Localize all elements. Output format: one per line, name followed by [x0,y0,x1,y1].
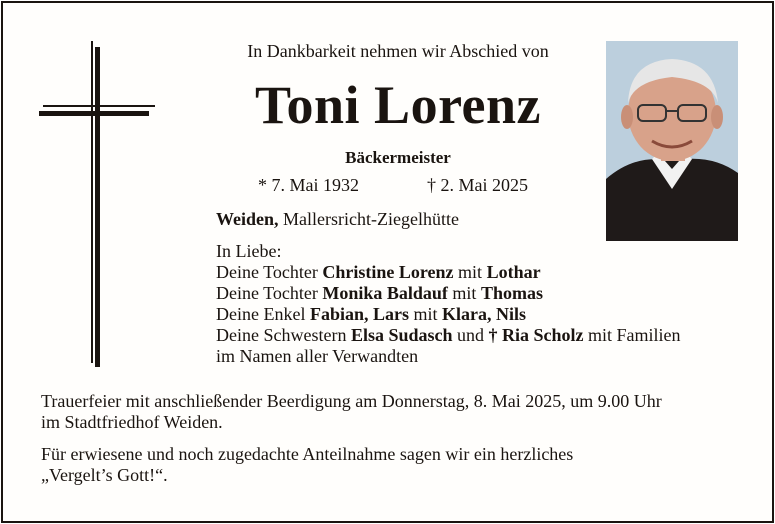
mourners-list [216,241,756,367]
residence [216,209,459,230]
mourners-heading: In Liebe: [216,241,282,261]
mourner-line: Deine Enkel Fabian, Lars mit Klara, Nils [216,304,527,324]
mourner-line: Deine Tochter Monika Baldauf mit Thomas [216,283,543,303]
residence-town: Weiden, [216,209,279,229]
obituary-notice [1,1,774,523]
profession: Bäckermeister [345,148,451,167]
intro-line: In Dankbarkeit nehmen wir Abschied von [247,41,549,61]
mourner-line: Deine Schwestern Elsa Sudasch und † Ria Scholz mit Familien [216,325,681,345]
residence-district: Mallersricht-Ziegelhütte [278,209,459,229]
mourner-line: Deine Tochter Christine Lorenz mit Lothar [216,262,541,282]
cross-icon [39,41,159,371]
death-date: † 2. Mai 2025 [427,175,528,195]
funeral-service-info: Trauerfeier mit anschließender Beerdigung am Donnerstag, 8. Mai 2025, um 9.00 Uhr im Stadtfriedhof Weiden. [41,391,662,432]
thanks-note: Für erwiesene und noch zugedachte Anteilnahme sagen wir ein herzliches „Vergelt’s Gott!“. [41,444,574,485]
deceased-name: Toni Lorenz [254,75,542,135]
birth-date: * 7. Mai 1932 [258,175,359,195]
portrait-photo [606,41,738,241]
relatives-line: im Namen aller Verwandten [216,346,419,366]
